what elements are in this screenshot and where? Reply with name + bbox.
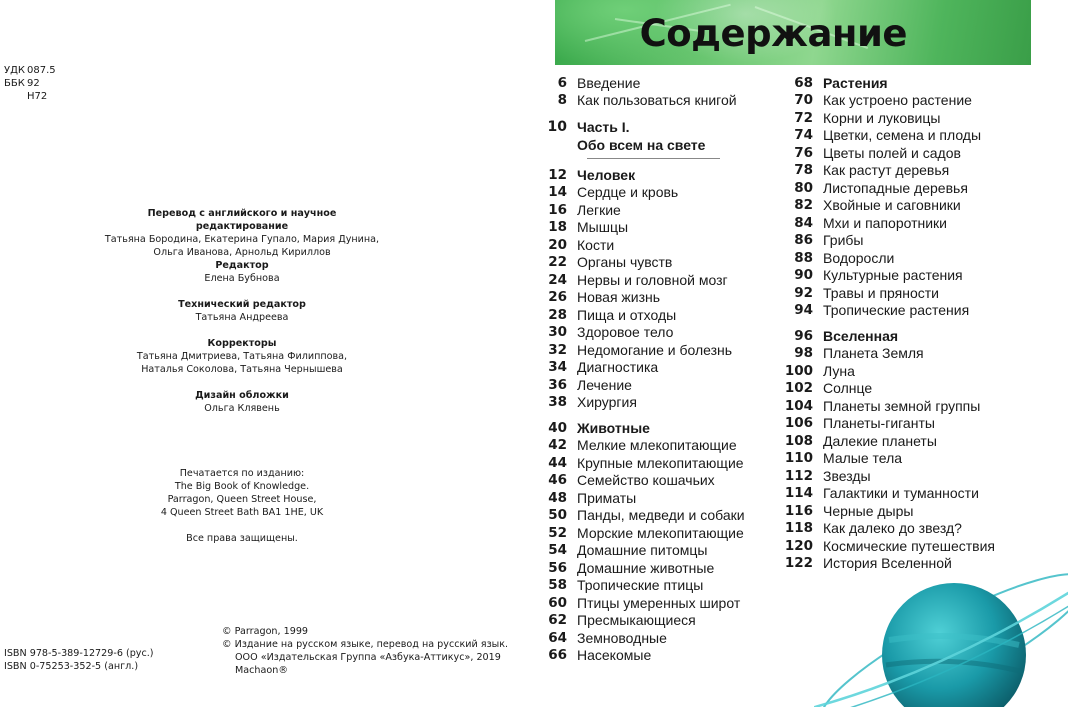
toc-entry[interactable] <box>534 359 745 377</box>
page-number: 72 <box>794 109 813 126</box>
toc-entry[interactable] <box>780 144 995 162</box>
page-number: 10 <box>547 119 567 135</box>
rights-text: Все права защищены. <box>186 533 298 544</box>
page-number: 104 <box>784 397 813 414</box>
entry-title: Черные дыры <box>823 502 914 519</box>
toc-entry[interactable] <box>780 485 995 503</box>
toc-entry[interactable] <box>780 249 995 267</box>
copyright-line: Machaon® <box>235 665 288 676</box>
page-number: 80 <box>794 179 813 196</box>
entry-title: Домашние питомцы <box>577 542 708 559</box>
page-number: 102 <box>784 380 813 397</box>
entry-title: Как далеко до звезд? <box>823 520 962 537</box>
toc-entry[interactable] <box>534 489 745 507</box>
part-label: Часть I. <box>577 119 630 135</box>
credit-group <box>100 389 384 415</box>
entry-title: Мхи и папоротники <box>823 214 947 231</box>
page-number: 84 <box>794 214 813 231</box>
toc-section-heading[interactable] <box>780 74 995 92</box>
entry-title: Звезды <box>823 467 871 484</box>
page-number: 40 <box>548 419 567 436</box>
udk-row <box>4 90 56 103</box>
udk-key: УДК <box>4 65 26 76</box>
toc-entry[interactable] <box>534 472 745 490</box>
toc-entry[interactable] <box>534 219 745 237</box>
toc-entry[interactable] <box>780 415 995 433</box>
toc-entry[interactable] <box>780 179 995 197</box>
copyright-line: ООО «Издательская Группа «Азбука-Аттикус», 2019 <box>235 652 501 663</box>
entry-title: Хвойные и саговники <box>823 197 961 214</box>
entry-title: Кости <box>577 236 615 253</box>
entry-title: Планеты-гиганты <box>823 415 935 432</box>
toc-entry[interactable] <box>534 236 745 254</box>
page-number: 98 <box>794 345 813 362</box>
entry-title: Недомогание и болезнь <box>577 341 733 358</box>
page-number: 34 <box>548 359 567 376</box>
entry-title: Земноводные <box>577 629 667 646</box>
rights-notice <box>100 532 384 545</box>
credit-names: Татьяна Дмитриева, Татьяна Филиппова, <box>136 351 348 362</box>
page-number: 114 <box>784 485 813 502</box>
page-number: 16 <box>548 201 567 218</box>
toc-entry[interactable] <box>534 559 745 577</box>
page-number: 22 <box>548 254 567 271</box>
udk-row <box>4 64 56 77</box>
toc-section-heading[interactable] <box>534 166 745 184</box>
entry-title: Насекомые <box>577 647 652 664</box>
page-number: 58 <box>548 577 567 594</box>
entry-title: Тропические растения <box>823 302 970 319</box>
entry-title: Панды, медведи и собаки <box>577 507 745 524</box>
toc-entry[interactable] <box>534 394 745 412</box>
entry-title: Семейство кошачьих <box>577 472 715 489</box>
udk-value: 087.5 <box>27 65 56 76</box>
entry-title: Грибы <box>823 232 864 249</box>
toc-entry[interactable] <box>534 289 745 307</box>
page-number: 28 <box>548 306 567 323</box>
page-number: 110 <box>784 450 813 467</box>
entry-title: Морские млекопитающие <box>577 524 744 541</box>
credit-role: Редактор <box>215 260 269 271</box>
copyright-line: © Издание на русском языке, перевод на русский язык. <box>222 639 509 650</box>
credit-names: Ольга Иванова, Арнольд Кириллов <box>153 247 331 258</box>
entry-title: Лечение <box>577 376 632 393</box>
page-number: 100 <box>784 362 813 379</box>
toc-entry[interactable] <box>534 184 745 202</box>
entry-title: Как растут деревья <box>823 162 950 179</box>
toc-entry[interactable] <box>534 201 745 219</box>
toc-entry[interactable] <box>534 271 745 289</box>
toc-entry[interactable] <box>534 341 745 359</box>
toc-section-heading[interactable] <box>534 419 745 437</box>
toc-entry[interactable] <box>534 524 745 542</box>
page-number: 90 <box>794 267 813 284</box>
toc-entry[interactable] <box>534 254 745 272</box>
entry-title: Пища и отходы <box>577 306 677 323</box>
toc-entry[interactable] <box>780 92 995 110</box>
entry-title: Диагностика <box>577 359 659 376</box>
page-number: 86 <box>794 232 813 249</box>
toc-entry[interactable] <box>534 437 745 455</box>
toc-entry[interactable] <box>780 197 995 215</box>
page-number: 64 <box>548 629 567 646</box>
udk-block <box>4 64 56 103</box>
page-number: 26 <box>548 289 567 306</box>
part-title: Обо всем на свете <box>577 137 706 153</box>
entry-title: Мелкие млекопитающие <box>577 437 737 454</box>
udk-key <box>4 90 27 103</box>
entry-title: Тропические птицы <box>577 577 704 594</box>
page-number: 116 <box>784 502 813 519</box>
page-number: 94 <box>794 302 813 319</box>
toc-entry[interactable] <box>780 380 995 398</box>
entry-title: Хирургия <box>577 394 637 411</box>
page-number: 112 <box>784 467 813 484</box>
edition-info <box>100 467 384 519</box>
credit-names: Елена Бубнова <box>204 273 280 284</box>
toc-entry[interactable] <box>780 502 995 520</box>
page-number: 8 <box>557 92 567 109</box>
toc-entry[interactable] <box>534 612 745 630</box>
toc-entry[interactable] <box>534 454 745 472</box>
entry-title: Планета Земля <box>823 345 924 362</box>
page-number: 6 <box>557 74 567 91</box>
entry-title: Галактики и туманности <box>823 485 979 502</box>
toc-entry[interactable] <box>534 542 745 560</box>
entry-title: Приматы <box>577 489 637 506</box>
page-number: 36 <box>548 376 567 393</box>
toc-entry[interactable] <box>534 594 745 612</box>
udk-value: 92 <box>27 78 40 89</box>
page-number: 82 <box>794 197 813 214</box>
udk-key: ББК <box>4 78 25 89</box>
entry-title: Животные <box>577 419 650 436</box>
entry-title: Птицы умеренных широт <box>577 594 741 611</box>
entry-title: Вселенная <box>823 327 899 344</box>
page-number: 52 <box>548 524 567 541</box>
page-number: 62 <box>548 612 567 629</box>
toc-entry[interactable] <box>534 92 745 110</box>
header-banner <box>555 0 1031 65</box>
udk-row <box>4 77 56 90</box>
entry-title: Растения <box>823 74 888 91</box>
entry-title: Далекие планеты <box>823 432 937 449</box>
entry-title: Цветки, семена и плоды <box>823 127 982 144</box>
page-number: 14 <box>548 184 567 201</box>
page-title: Содержание <box>639 12 907 55</box>
toc-entry[interactable] <box>780 232 995 250</box>
entry-title: Как пользоваться книгой <box>577 92 737 109</box>
right-page <box>534 0 1068 707</box>
entry-title: Культурные растения <box>823 267 963 284</box>
toc-entry[interactable] <box>534 376 745 394</box>
credit-group <box>100 259 384 285</box>
copyright-line: © Parragon, 1999 <box>222 626 309 637</box>
credit-names: Татьяна Андреева <box>195 312 289 323</box>
toc-entry[interactable] <box>780 214 995 232</box>
toc-entry[interactable] <box>780 162 995 180</box>
entry-title: Органы чувств <box>577 254 673 271</box>
page-number: 46 <box>548 472 567 489</box>
entry-title: Травы и пряности <box>823 284 939 301</box>
page-number: 74 <box>794 127 813 144</box>
entry-title: Нервы и головной мозг <box>577 271 728 288</box>
toc-column-1 <box>534 74 745 664</box>
toc-entry[interactable] <box>534 629 745 647</box>
udk-value: Н72 <box>27 91 48 102</box>
toc-entry[interactable] <box>534 306 745 324</box>
page-number: 66 <box>548 647 567 664</box>
page-number: 70 <box>794 92 813 109</box>
toc-entry[interactable] <box>780 345 995 363</box>
page-number: 122 <box>784 555 813 572</box>
page-number: 54 <box>548 542 567 559</box>
toc-column-2 <box>780 74 995 572</box>
planet-illustration <box>814 560 1068 707</box>
toc-entry[interactable] <box>780 302 995 320</box>
entry-title: Цветы полей и садов <box>823 144 961 161</box>
toc-entry[interactable] <box>534 507 745 525</box>
credit-names: Ольга Клявень <box>204 403 280 414</box>
toc-entry[interactable] <box>780 520 995 538</box>
toc-entry[interactable] <box>534 324 745 342</box>
page-number: 76 <box>794 144 813 161</box>
entry-title: Крупные млекопитающие <box>577 454 744 471</box>
toc-entry[interactable] <box>780 267 995 285</box>
credit-names: Татьяна Бородина, Екатерина Гупало, Мария Дунина, <box>104 234 380 245</box>
edition-line: Печатается по изданию: <box>179 468 305 479</box>
toc-entry[interactable] <box>780 362 995 380</box>
credit-names: Наталья Соколова, Татьяна Чернышева <box>141 364 343 375</box>
edition-line: The Big Book of Knowledge. <box>174 481 310 492</box>
toc-entry[interactable] <box>780 467 995 485</box>
isbn-line: ISBN 0-75253-352-5 (англ.) <box>4 661 139 672</box>
page-number: 48 <box>548 489 567 506</box>
entry-title: Космические путешествия <box>823 537 995 554</box>
entry-title: Легкие <box>577 201 621 218</box>
entry-title: Корни и луковицы <box>823 109 941 126</box>
credit-role: Корректоры <box>207 338 277 349</box>
page-number: 78 <box>794 162 813 179</box>
isbn-line: ISBN 978-5-389-12729-6 (рус.) <box>4 648 154 659</box>
credit-group <box>100 337 384 376</box>
credit-group <box>100 207 384 259</box>
page-number: 42 <box>548 437 567 454</box>
credit-role: Дизайн обложки <box>195 390 289 401</box>
page-number: 88 <box>794 249 813 266</box>
toc-entry[interactable] <box>780 284 995 302</box>
page-number: 50 <box>548 507 567 524</box>
toc-part-heading[interactable] <box>534 118 745 154</box>
page-number: 30 <box>548 324 567 341</box>
entry-title: Малые тела <box>823 450 903 467</box>
credit-group <box>100 298 384 324</box>
entry-title: Введение <box>577 74 641 91</box>
copyright-block <box>222 625 508 677</box>
toc-entry[interactable] <box>780 127 995 145</box>
page-number: 106 <box>784 415 813 432</box>
credit-role: Перевод с английского и научное редактирование <box>147 208 337 232</box>
page-number: 32 <box>548 341 567 358</box>
page-number: 60 <box>548 594 567 611</box>
toc-entry[interactable] <box>534 74 745 92</box>
entry-title: Планеты земной группы <box>823 397 981 414</box>
page-number: 68 <box>794 74 813 91</box>
page-number: 108 <box>784 432 813 449</box>
page-number: 92 <box>794 284 813 301</box>
page-number: 20 <box>548 236 567 253</box>
edition-line: 4 Queen Street Bath BA1 1HE, UK <box>160 507 324 518</box>
page-number: 38 <box>548 394 567 411</box>
page-number: 12 <box>548 166 567 183</box>
page-number: 120 <box>784 537 813 554</box>
entry-title: Солнце <box>823 380 873 397</box>
edition-line: Parragon, Queen Street House, <box>167 494 317 505</box>
toc-entry[interactable] <box>780 109 995 127</box>
credit-role: Технический редактор <box>178 299 306 310</box>
entry-title: Мышцы <box>577 219 629 236</box>
entry-title: Пресмыкающиеся <box>577 612 696 629</box>
toc-section-heading[interactable] <box>780 327 995 345</box>
page-number: 18 <box>548 219 567 236</box>
entry-title: Домашние животные <box>577 559 715 576</box>
entry-title: Листопадные деревья <box>823 179 968 196</box>
entry-title: История Вселенной <box>823 555 952 572</box>
page-number: 96 <box>794 327 813 344</box>
page-number: 118 <box>784 520 813 537</box>
toc-entry[interactable] <box>780 432 995 450</box>
entry-title: Человек <box>577 166 636 183</box>
toc-entry[interactable] <box>780 397 995 415</box>
page-number: 24 <box>548 271 567 288</box>
entry-title: Здоровое тело <box>577 324 674 341</box>
entry-title: Сердце и кровь <box>577 184 679 201</box>
toc-entry[interactable] <box>780 450 995 468</box>
entry-title: Луна <box>823 362 855 379</box>
entry-title: Водоросли <box>823 249 895 266</box>
page-number: 56 <box>548 559 567 576</box>
toc-entry[interactable] <box>780 537 995 555</box>
isbn-block <box>4 647 154 673</box>
toc-entry[interactable] <box>534 647 745 665</box>
page-number: 44 <box>548 454 567 471</box>
entry-title: Как устроено растение <box>823 92 972 109</box>
entry-title: Новая жизнь <box>577 289 661 306</box>
toc-entry[interactable] <box>534 577 745 595</box>
